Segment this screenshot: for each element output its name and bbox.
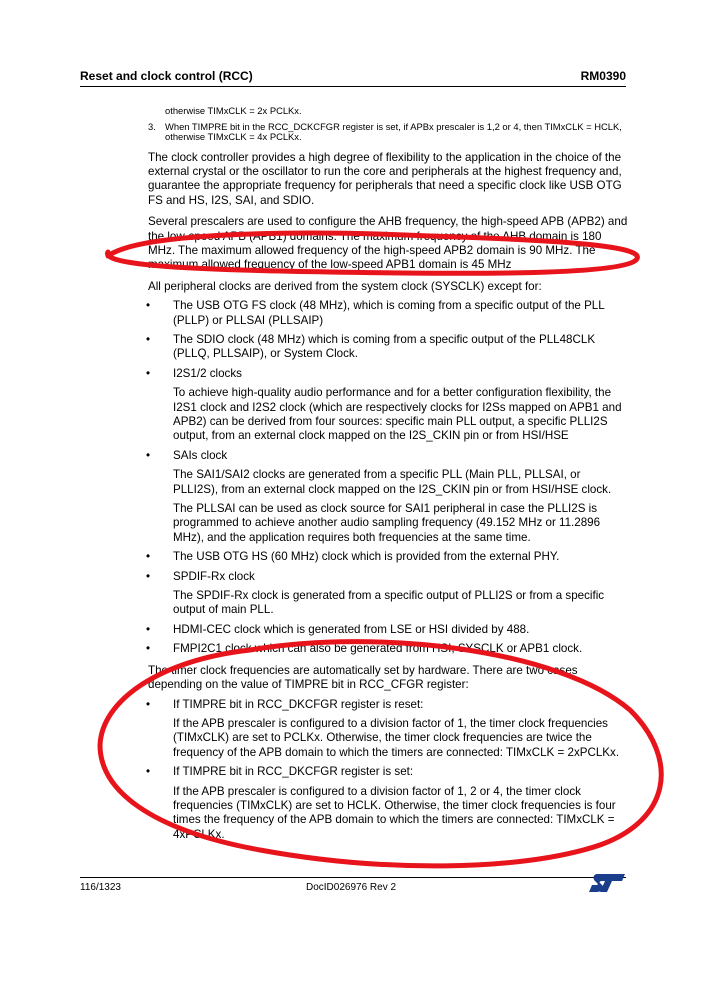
bullet-icon: • bbox=[146, 299, 151, 313]
list-item-text: If TIMPRE bit in RCC_DKCFGR register is set: bbox=[173, 765, 414, 779]
footer-rule bbox=[80, 877, 626, 878]
paragraph-timer-clock: The timer clock frequencies are automatically set by hardware. There are two cases depending on the value of TIMPRE bit in RCC_CFGR register: bbox=[148, 663, 578, 692]
bullet-icon: • bbox=[146, 448, 151, 462]
footnote-continuation: otherwise TIMxCLK = 2x PCLKx. bbox=[165, 105, 302, 116]
bullet-icon: • bbox=[146, 569, 151, 583]
bullet-icon: • bbox=[146, 332, 151, 346]
list-item-text: SAIs clock bbox=[173, 448, 228, 462]
paragraph-prescalers: Several prescalers are used to configure the AHB frequency, the high-speed APB (APB2) and the low-speed APB (APB1) domains. The maximum frequency of the AHB domain is 180 MHz. The maximum allowed frequency of the high-speed APB2 domain is 90 MHz. The maximum allowed frequency of the low-speed APB1 domain is 45 MHz bbox=[148, 215, 628, 272]
list-item-text: The USB OTG FS clock (48 MHz), which is coming from a specific output of the PLL (PLLP) or PLLSAI (PLLSAIP) bbox=[173, 299, 605, 327]
list-item-detail: To achieve high-quality audio performance and for a better configuration flexibility, the I2S1 clock and I2S2 clock (which are respectively clocks for I2Ss mapped on APB1 and APB2) can be derived from four sources: specific main PLL output, a specific PLLI2S output, from an external clock mapped on the I2S_CKIN pin or from HSI/HSE bbox=[173, 386, 622, 443]
list-item-detail: If the APB prescaler is configured to a division factor of 1, the timer clock frequencies (TIMxCLK) are set to PCLKx. Otherwise, the timer clock frequencies are twice the frequency of the APB domain to which the timers are connected: TIMxCLK = 2xPCLKx. bbox=[173, 716, 620, 759]
list-item bbox=[148, 550, 628, 564]
list-item-text: I2S1/2 clocks bbox=[173, 366, 242, 380]
bullet-icon: • bbox=[146, 642, 151, 656]
footer-page-number: 116/1323 bbox=[80, 882, 121, 893]
list-item-text: The USB OTG HS (60 MHz) clock which is provided from the external PHY. bbox=[173, 550, 560, 564]
list-item-detail: If the APB prescaler is configured to a division factor of 1, 2 or 4, the timer clock frequencies (TIMxCLK) are set to HCLK. Otherwise, the timer clock frequencies is four times the frequency of the APB domain to which the timers are connected: TIMxCLK = 4xPCLKx. bbox=[173, 784, 616, 841]
list-item-text: SPDIF-Rx clock bbox=[173, 569, 255, 583]
paragraph-clock-controller: The clock controller provides a high degree of flexibility to the application in the choice of the external crystal or the oscillator to run the core and peripherals at the highest frequency and, guarantee the appropriate frequency for peripherals that need a specific clock like USB OTG FS and HS, I2S, SAI, and SDIO. bbox=[148, 150, 622, 207]
list-item-text: HDMI-CEC clock which is generated from LSE or HSI divided by 488. bbox=[173, 622, 530, 636]
bullet-icon: • bbox=[146, 765, 151, 779]
list-item bbox=[148, 299, 628, 328]
list-item bbox=[148, 449, 628, 545]
bullet-icon: • bbox=[146, 550, 151, 564]
footer-doc-id: DocID026976 Rev 2 bbox=[306, 882, 397, 893]
header-section-title: Reset and clock control (RCC) bbox=[80, 69, 253, 83]
page-body bbox=[148, 106, 628, 842]
list-item bbox=[148, 333, 628, 362]
bullet-icon: • bbox=[146, 622, 151, 636]
list-item bbox=[148, 367, 628, 444]
footnote-text: When TIMPRE bit in the RCC_DCKCFGR register is set, if APBx prescaler is 1,2 or 4, then TIMxCLK = HCLK, otherwise TIMxCLK = 4x PCLKx. bbox=[165, 120, 622, 142]
bullet-icon: • bbox=[146, 366, 151, 380]
list-item-text: The SDIO clock (48 MHz) which is coming from a specific output of the PLL48CLK (PLLQ, PLLSAIP), or System Clock. bbox=[173, 332, 596, 361]
list-item-detail: The SAI1/SAI2 clocks are generated from a specific PLL (Main PLL, PLLSAI, or PLLI2S), from an external clock mapped on the I2S_CKIN pin or from HSI/HSE clock. bbox=[173, 468, 612, 496]
footnote-3 bbox=[148, 122, 628, 143]
list-item-text: If TIMPRE bit in RCC_DKCFGR register is reset: bbox=[173, 697, 424, 711]
list-item bbox=[148, 765, 628, 842]
bullet-icon: • bbox=[146, 697, 151, 711]
paragraph-peripheral-clocks: All peripheral clocks are derived from the system clock (SYSCLK) except for: bbox=[148, 279, 542, 293]
list-item-text: FMPI2C1 clock which can also be generated from HSI, SYSCLK or APB1 clock. bbox=[173, 642, 583, 656]
footnote-number: 3. bbox=[148, 120, 156, 132]
list-item bbox=[148, 698, 628, 761]
header-rule bbox=[80, 86, 626, 87]
list-item-detail: The SPDIF-Rx clock is generated from a specific output of PLLI2S or from a specific output of main PLL. bbox=[173, 589, 605, 617]
list-item-detail: The PLLSAI can be used as clock source for SAI1 peripheral in case the PLLI2S is programmed to achieve another audio sampling frequency (49.152 MHz or 11.2896 MHz), and the application requires both frequencies at the same time. bbox=[173, 502, 601, 544]
list-item bbox=[148, 570, 628, 618]
list-item bbox=[148, 623, 628, 637]
st-logo-icon bbox=[589, 873, 625, 893]
list-item bbox=[148, 642, 628, 656]
header-doc-code: RM0390 bbox=[580, 69, 626, 83]
